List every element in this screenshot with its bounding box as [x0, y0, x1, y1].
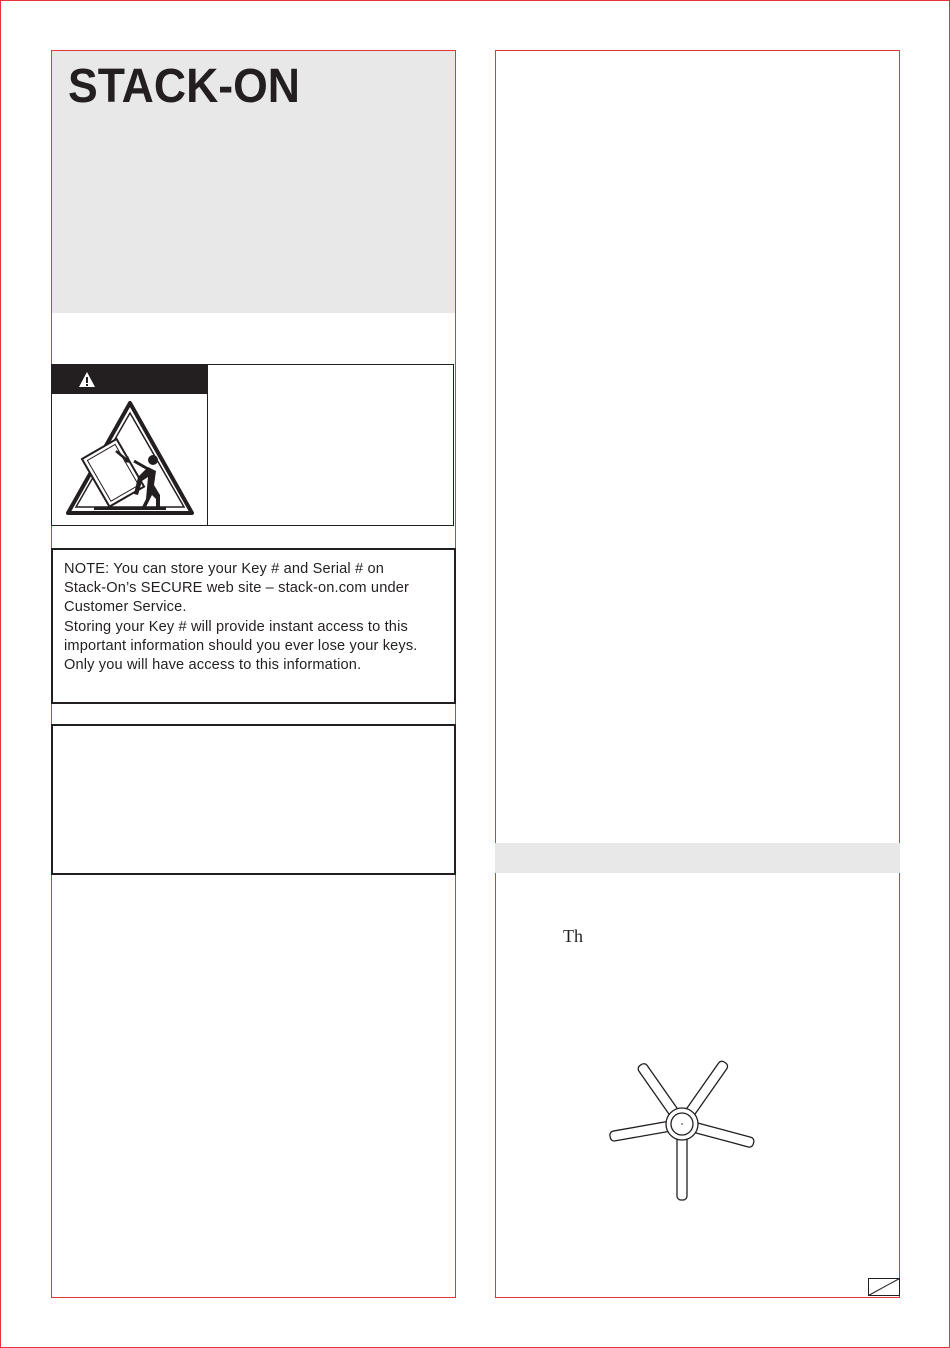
- warning-header-bar: [52, 365, 207, 394]
- note-line: important information should you ever lose your keys.: [64, 637, 418, 654]
- warning-triangle-icon: [78, 371, 96, 388]
- note-line: Storing your Key # will provide instant access to this: [64, 618, 408, 635]
- note-line: NOTE: You can store your Key # and Serial # on: [64, 561, 385, 577]
- tip-over-hazard-icon: [64, 399, 196, 519]
- blank-record-box: [51, 724, 456, 875]
- svg-text:STACK-ON: STACK-ON: [68, 64, 300, 104]
- section-header-band: [495, 843, 900, 873]
- warning-box: [51, 364, 454, 526]
- page-corner-mark: [868, 1278, 900, 1296]
- note-line: Stack-On’s SECURE web site – stack-on.com under: [64, 580, 410, 597]
- text-fragment: Th: [563, 926, 583, 946]
- five-prong-wheel-icon: [600, 1045, 765, 1205]
- note-box: [51, 548, 456, 704]
- note-line: Customer Service.: [64, 599, 187, 616]
- stack-on-logo: [68, 64, 300, 104]
- warning-pictogram: [52, 365, 208, 525]
- note-text: [64, 560, 450, 675]
- note-line: Only you will have access to this information.: [64, 657, 362, 674]
